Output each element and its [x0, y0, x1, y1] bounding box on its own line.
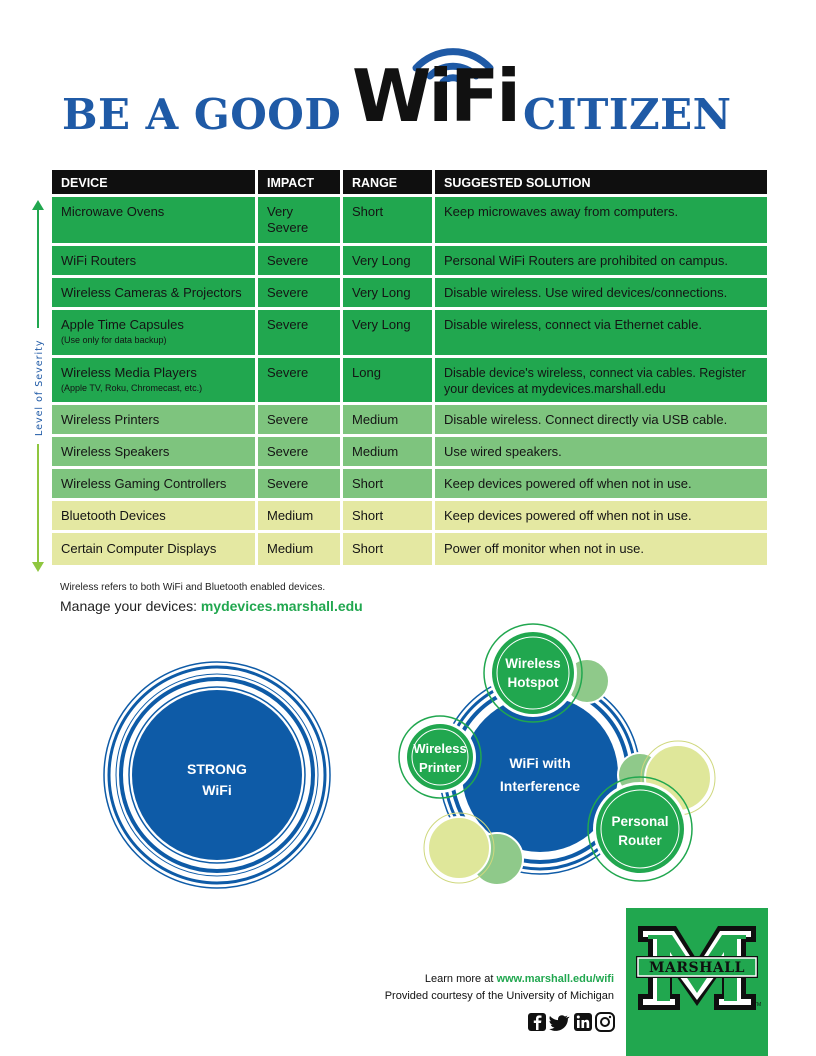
impact-value: Severe — [267, 444, 309, 459]
manage-devices-note — [60, 598, 363, 614]
solution-text: Keep devices powered off when not in use. — [444, 508, 692, 523]
range-value: Very Long — [352, 317, 411, 332]
severity-arrow-down-icon — [32, 562, 44, 572]
device-name: Wireless Media Players — [61, 365, 197, 380]
title-wifi: WiFi — [352, 54, 518, 138]
twitter-icon[interactable] — [549, 1015, 569, 1031]
range-value: Short — [352, 508, 384, 523]
courtesy-line: Provided courtesy of the University of Michigan — [384, 990, 614, 1002]
impact-value: Severe — [267, 365, 309, 380]
range-value: Short — [352, 204, 384, 219]
range-value: Medium — [352, 412, 399, 427]
title-part-right: CITIZEN — [523, 90, 732, 139]
range-value: Short — [352, 476, 384, 491]
solution-text: Use wired speakers. — [444, 444, 562, 459]
range-value: Long — [352, 365, 381, 380]
learn-more-line — [380, 973, 614, 985]
table-row — [52, 246, 767, 275]
strong-wifi-circle — [104, 662, 330, 888]
printer-label-1: Wireless — [413, 741, 467, 756]
impact-value: Severe — [267, 317, 309, 332]
center-label-1: WiFi with — [509, 755, 571, 771]
impact-value: Very Severe — [267, 204, 309, 235]
wifi-interference-diagram — [0, 620, 816, 910]
instagram-icon[interactable] — [596, 1013, 614, 1031]
title-part-left: BE A GOOD — [62, 90, 342, 139]
solution-text: Keep devices powered off when not in use. — [444, 476, 692, 491]
interference-cluster — [399, 624, 715, 885]
impact-value: Medium — [267, 541, 314, 556]
table-row — [52, 278, 767, 307]
device-name: Bluetooth Devices — [61, 508, 166, 523]
table-row — [52, 533, 767, 565]
device-name: Wireless Gaming Controllers — [61, 476, 227, 491]
impact-value: Medium — [267, 508, 314, 523]
range-value: Very Long — [352, 253, 411, 268]
table-row — [52, 358, 767, 402]
strong-wifi-label-1: STRONG — [187, 761, 247, 777]
page-title — [0, 34, 816, 144]
impact-value: Severe — [267, 476, 309, 491]
header-range: RANGE — [343, 170, 435, 194]
table-row — [52, 310, 767, 355]
mydevices-link[interactable]: mydevices.marshall.edu — [200, 598, 363, 614]
center-label-2: Interference — [499, 778, 581, 794]
solution-text: Disable wireless. Connect directly via USB cable. — [444, 412, 728, 427]
device-impact-table — [52, 170, 767, 565]
solution-text: Power off monitor when not in use. — [444, 541, 644, 556]
impact-value: Severe — [267, 253, 309, 268]
range-value: Very Long — [352, 285, 411, 300]
impact-value: Severe — [267, 285, 309, 300]
table-row — [52, 405, 767, 434]
table-row — [52, 437, 767, 466]
severity-label: Level of Severity — [34, 339, 45, 436]
hotspot-label-2: Hotspot — [507, 675, 559, 690]
device-name: Wireless Printers — [61, 412, 160, 427]
header-solution: SUGGESTED SOLUTION — [444, 176, 591, 190]
social-icons — [528, 1012, 616, 1032]
learn-prefix: Learn more at — [424, 973, 497, 985]
device-name: Apple Time Capsules — [61, 317, 184, 332]
device-note: (Apple TV, Roku, Chromecast, etc.) — [61, 383, 203, 393]
table-header — [52, 170, 767, 194]
manage-prefix: Manage your devices: — [60, 598, 201, 614]
solution-text: Disable wireless, connect via Ethernet cable. — [444, 317, 702, 332]
device-note: (Use only for data backup) — [61, 335, 167, 345]
wifi-info-link[interactable]: www.marshall.edu/wifi — [496, 973, 614, 985]
device-name: Certain Computer Displays — [61, 541, 217, 556]
linkedin-icon[interactable] — [574, 1013, 592, 1031]
header-device: DEVICE — [52, 170, 258, 194]
router-label-1: Personal — [611, 814, 669, 829]
range-value: Medium — [352, 444, 399, 459]
impact-value: Severe — [267, 412, 309, 427]
marshall-logo — [626, 908, 768, 1056]
printer-label-2: Printer — [419, 760, 461, 775]
device-name: Wireless Cameras & Projectors — [61, 285, 242, 300]
router-label-2: Router — [618, 833, 662, 848]
hotspot-label-1: Wireless — [505, 656, 561, 671]
device-name: Microwave Ovens — [61, 204, 165, 219]
solution-text: Disable wireless. Use wired devices/connections. — [444, 285, 728, 300]
header-impact: IMPACT — [258, 170, 343, 194]
solution-text: Disable device's wireless, connect via cables. Register your devices at mydevices.marshall.edu — [444, 366, 746, 396]
table-row — [52, 469, 767, 498]
severity-axis — [28, 200, 48, 572]
strong-wifi-label-2: WiFi — [202, 782, 232, 798]
logo-text: MARSHALL — [649, 960, 745, 976]
logo-trademark: TM — [754, 1002, 762, 1008]
device-name: WiFi Routers — [61, 253, 137, 268]
wireless-definition-note: Wireless refers to both WiFi and Bluetooth enabled devices. — [60, 582, 326, 593]
range-value: Short — [352, 541, 384, 556]
facebook-icon[interactable] — [528, 1013, 546, 1031]
solution-text: Keep microwaves away from computers. — [444, 204, 679, 219]
table-row — [52, 197, 767, 243]
device-name: Wireless Speakers — [61, 444, 170, 459]
solution-text: Personal WiFi Routers are prohibited on campus. — [444, 253, 728, 268]
table-row — [52, 501, 767, 530]
